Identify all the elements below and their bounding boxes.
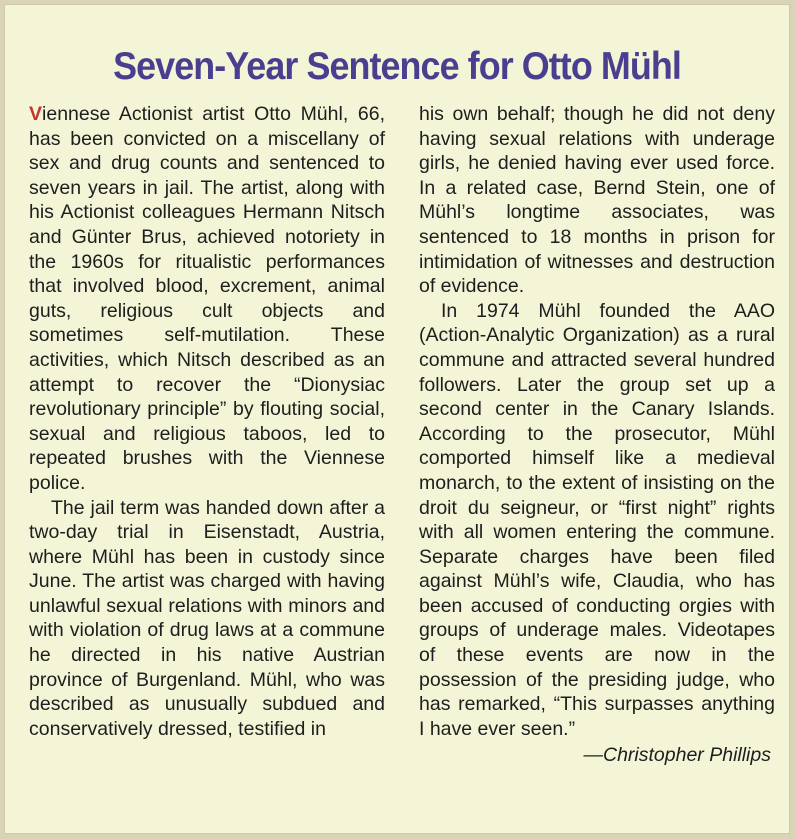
article-paragraph-2-start: The jail term was handed down after a two-day trial in Eisenstadt, Austria, where Mühl has been in custody since June. The artist was charged with having unlawful sexual relations with minors and with violation of drug laws at a commune he directed in his native Austrian province of Burgenland. Mühl, who was described as unusually subdued and conservatively dressed, testified in [29, 496, 385, 740]
article-column-right [419, 102, 775, 768]
article-byline: —Christopher Phillips [583, 744, 771, 767]
article-paragraph-2-end: his own behalf; though he did not deny having sexual relations with underage girls, he denied having ever used force. In a related case, Bernd Stein, one of Mühl’s longtime associates, was sentenced to 18 months in prison for intimidation of witnesses and destruction of evidence. [419, 103, 775, 298]
magazine-page [4, 4, 790, 834]
article-paragraph-3: In 1974 Mühl founded the AAO (Action-Analytic Organization) as a rural commune and attracted several hundred followers. Later the group set up a second center in the Canary Islands. According to the prosecutor, Mühl comported himself like a medieval monarch, to the extent of insisting on the droit du seigneur, or “first night” rights with all women entering the commune. Separate charges have been filed against Mühl’s wife, Claudia, who has been accused of conducting orgies with groups of underage males. Videotapes of these events are now in the possession of the presiding judge, who has remarked, “This surpasses anything I have ever seen.” [419, 299, 775, 740]
paragraph-1-text: iennese Actionist artist Otto Mühl, 66, has been convicted on a miscellany of sex and drug counts and sentenced to seven years in jail. The artist, along with his Actionist colleagues Hermann Nitsch and Günter Brus, achieved notoriety in the 1960s for ritualistic performances that involved blood, excrement, animal guts, religious cult objects and sometimes self-mutilation. These activities, which Nitsch described as an attempt to recover the “Dionysiac revolutionary principle” by flouting social, sexual and religious taboos, led to repeated brushes with the Viennese police. [29, 103, 385, 494]
article-paragraph-1 [29, 102, 385, 496]
article-column-left [29, 102, 385, 741]
drop-cap: V [29, 103, 43, 125]
article-headline: Seven-Year Sentence for Otto Mühl [113, 45, 681, 88]
